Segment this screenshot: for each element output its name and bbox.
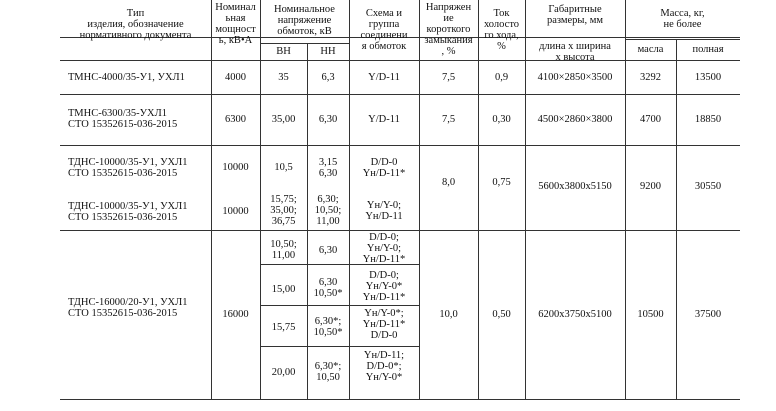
cell-uk: 7,5 xyxy=(441,72,456,83)
cell-uk: 8,0 xyxy=(441,177,456,188)
cell-scheme: D/D-0 Yн/D-11* xyxy=(362,157,406,179)
row-line-2 xyxy=(60,145,740,146)
cell-lv: 6,30 xyxy=(318,114,338,125)
cell-dims: 4100×2850×3500 xyxy=(537,72,613,83)
header-lv: НН xyxy=(320,46,336,57)
cell-hv: 10,5 xyxy=(274,162,293,173)
cell-uk: 7,5 xyxy=(441,114,456,125)
cell-hv: 20,00 xyxy=(271,367,296,378)
cell-type: ТМНС-4000/35-У1, УХЛ1 xyxy=(68,72,185,83)
cell-i0: 0,75 xyxy=(492,177,511,188)
cell-scheme: Yн/Y-0*; Yн/D-11* D/D-0 xyxy=(362,308,406,341)
header-type: Тип изделия, обозначение нормативного документа xyxy=(79,8,192,41)
header-voltage: Номинальное напряжение обмоток, кВ xyxy=(274,4,335,37)
cell-scheme: Yн/D-11; D/D-0*; Yн/Y-0* xyxy=(363,350,405,383)
cell-lv: 6,3 xyxy=(321,72,335,83)
header-bottom-line xyxy=(60,60,740,61)
cell-hv: 10,50; 11,00 xyxy=(270,239,297,261)
header-mass: Масса, кг, не более xyxy=(660,8,705,30)
header-hv: ВН xyxy=(276,46,291,57)
cell-type: ТДНС-10000/35-У1, УХЛ1 СТО 15352615-036-2015 xyxy=(68,157,188,179)
cell-type: ТМНС-6300/35-УХЛ1 СТО 15352615-036-2015 xyxy=(68,108,178,130)
cell-lv: 6,30*; 10,50 xyxy=(314,361,342,383)
cell-lv: 6,30 xyxy=(318,245,338,256)
cell-oil: 3292 xyxy=(640,72,661,83)
col-line-power xyxy=(211,0,212,399)
row-line-3 xyxy=(60,230,740,231)
cell-power: 10000 xyxy=(222,162,249,173)
cell-hv: 35,00 xyxy=(271,114,296,125)
cell-i0: 0,30 xyxy=(492,114,511,125)
cell-oil: 4700 xyxy=(640,114,661,125)
sub-line-3 xyxy=(260,346,419,347)
cell-scheme: Y/D-11 xyxy=(368,72,400,83)
col-line-i0 xyxy=(478,0,479,399)
cell-hv: 15,75 xyxy=(271,322,296,333)
cell-scheme: Y/D-11 xyxy=(368,114,400,125)
cell-scheme: Yн/Y-0; Yн/D-11 xyxy=(365,200,403,222)
table-bottom-line xyxy=(60,399,740,400)
cell-scheme: D/D-0; Yн/Y-0* Yн/D-11* xyxy=(362,270,406,303)
header-power: Номинал ьная мощност ь, кВ•А xyxy=(215,2,256,46)
cell-power: 4000 xyxy=(225,72,246,83)
cell-uk: 10,0 xyxy=(439,309,458,320)
cell-oil: 9200 xyxy=(640,181,661,192)
cell-type: ТДНС-10000/35-У1, УХЛ1 СТО 15352615-036-2015 xyxy=(68,201,188,223)
header-noload: Ток холосто го хода, % xyxy=(483,8,520,52)
header-shortcircuit: Напряжен ие короткого замыкания , % xyxy=(424,2,473,57)
cell-full: 13500 xyxy=(694,72,722,83)
header-mass-oil: масла xyxy=(637,44,664,55)
cell-power: 6300 xyxy=(225,114,246,125)
sub-line-2 xyxy=(260,305,419,306)
cell-i0: 0,9 xyxy=(494,72,509,83)
cell-dims: 5600x3800x5150 xyxy=(538,181,612,192)
cell-scheme: D/D-0; Yн/Y-0; Yн/D-11* xyxy=(362,232,406,265)
col-line-full xyxy=(676,39,677,399)
cell-power: 10000 xyxy=(222,206,249,217)
cell-hv: 15,00 xyxy=(271,284,296,295)
cell-hv: 35 xyxy=(278,72,289,83)
cell-i0: 0,50 xyxy=(492,309,511,320)
col-line-uk xyxy=(419,0,420,399)
cell-full: 30550 xyxy=(694,181,722,192)
col-line-mass xyxy=(625,0,626,399)
cell-full: 37500 xyxy=(694,309,722,320)
cell-lv: 3,15 6,30 xyxy=(318,157,338,179)
cell-dims: 6200x3750x5100 xyxy=(538,309,612,320)
header-scheme: Схема и группа соединени я обмоток xyxy=(360,8,408,52)
cell-lv: 6,30; 10,50; 11,00 xyxy=(314,194,342,227)
header-mass-full: полная xyxy=(692,44,724,55)
header-dims: Габаритные размеры, мм xyxy=(546,4,604,26)
cell-power: 16000 xyxy=(222,309,249,320)
cell-lv: 6,30 10,50* xyxy=(313,277,343,299)
row-line-1 xyxy=(60,94,740,95)
header-dims-sub: длина x ширина x высота xyxy=(539,41,611,63)
header-line-mass xyxy=(625,39,740,40)
cell-full: 18850 xyxy=(694,114,722,125)
cell-hv: 15,75; 35,00; 36,75 xyxy=(270,194,297,227)
cell-lv: 6,30*; 10,50* xyxy=(313,316,343,338)
cell-dims: 4500×2860×3800 xyxy=(537,114,613,125)
header-line-voltage xyxy=(260,43,349,44)
cell-oil: 10500 xyxy=(637,309,664,320)
cell-type: ТДНС-16000/20-У1, УХЛ1 СТО 15352615-036-2015 xyxy=(68,297,188,319)
